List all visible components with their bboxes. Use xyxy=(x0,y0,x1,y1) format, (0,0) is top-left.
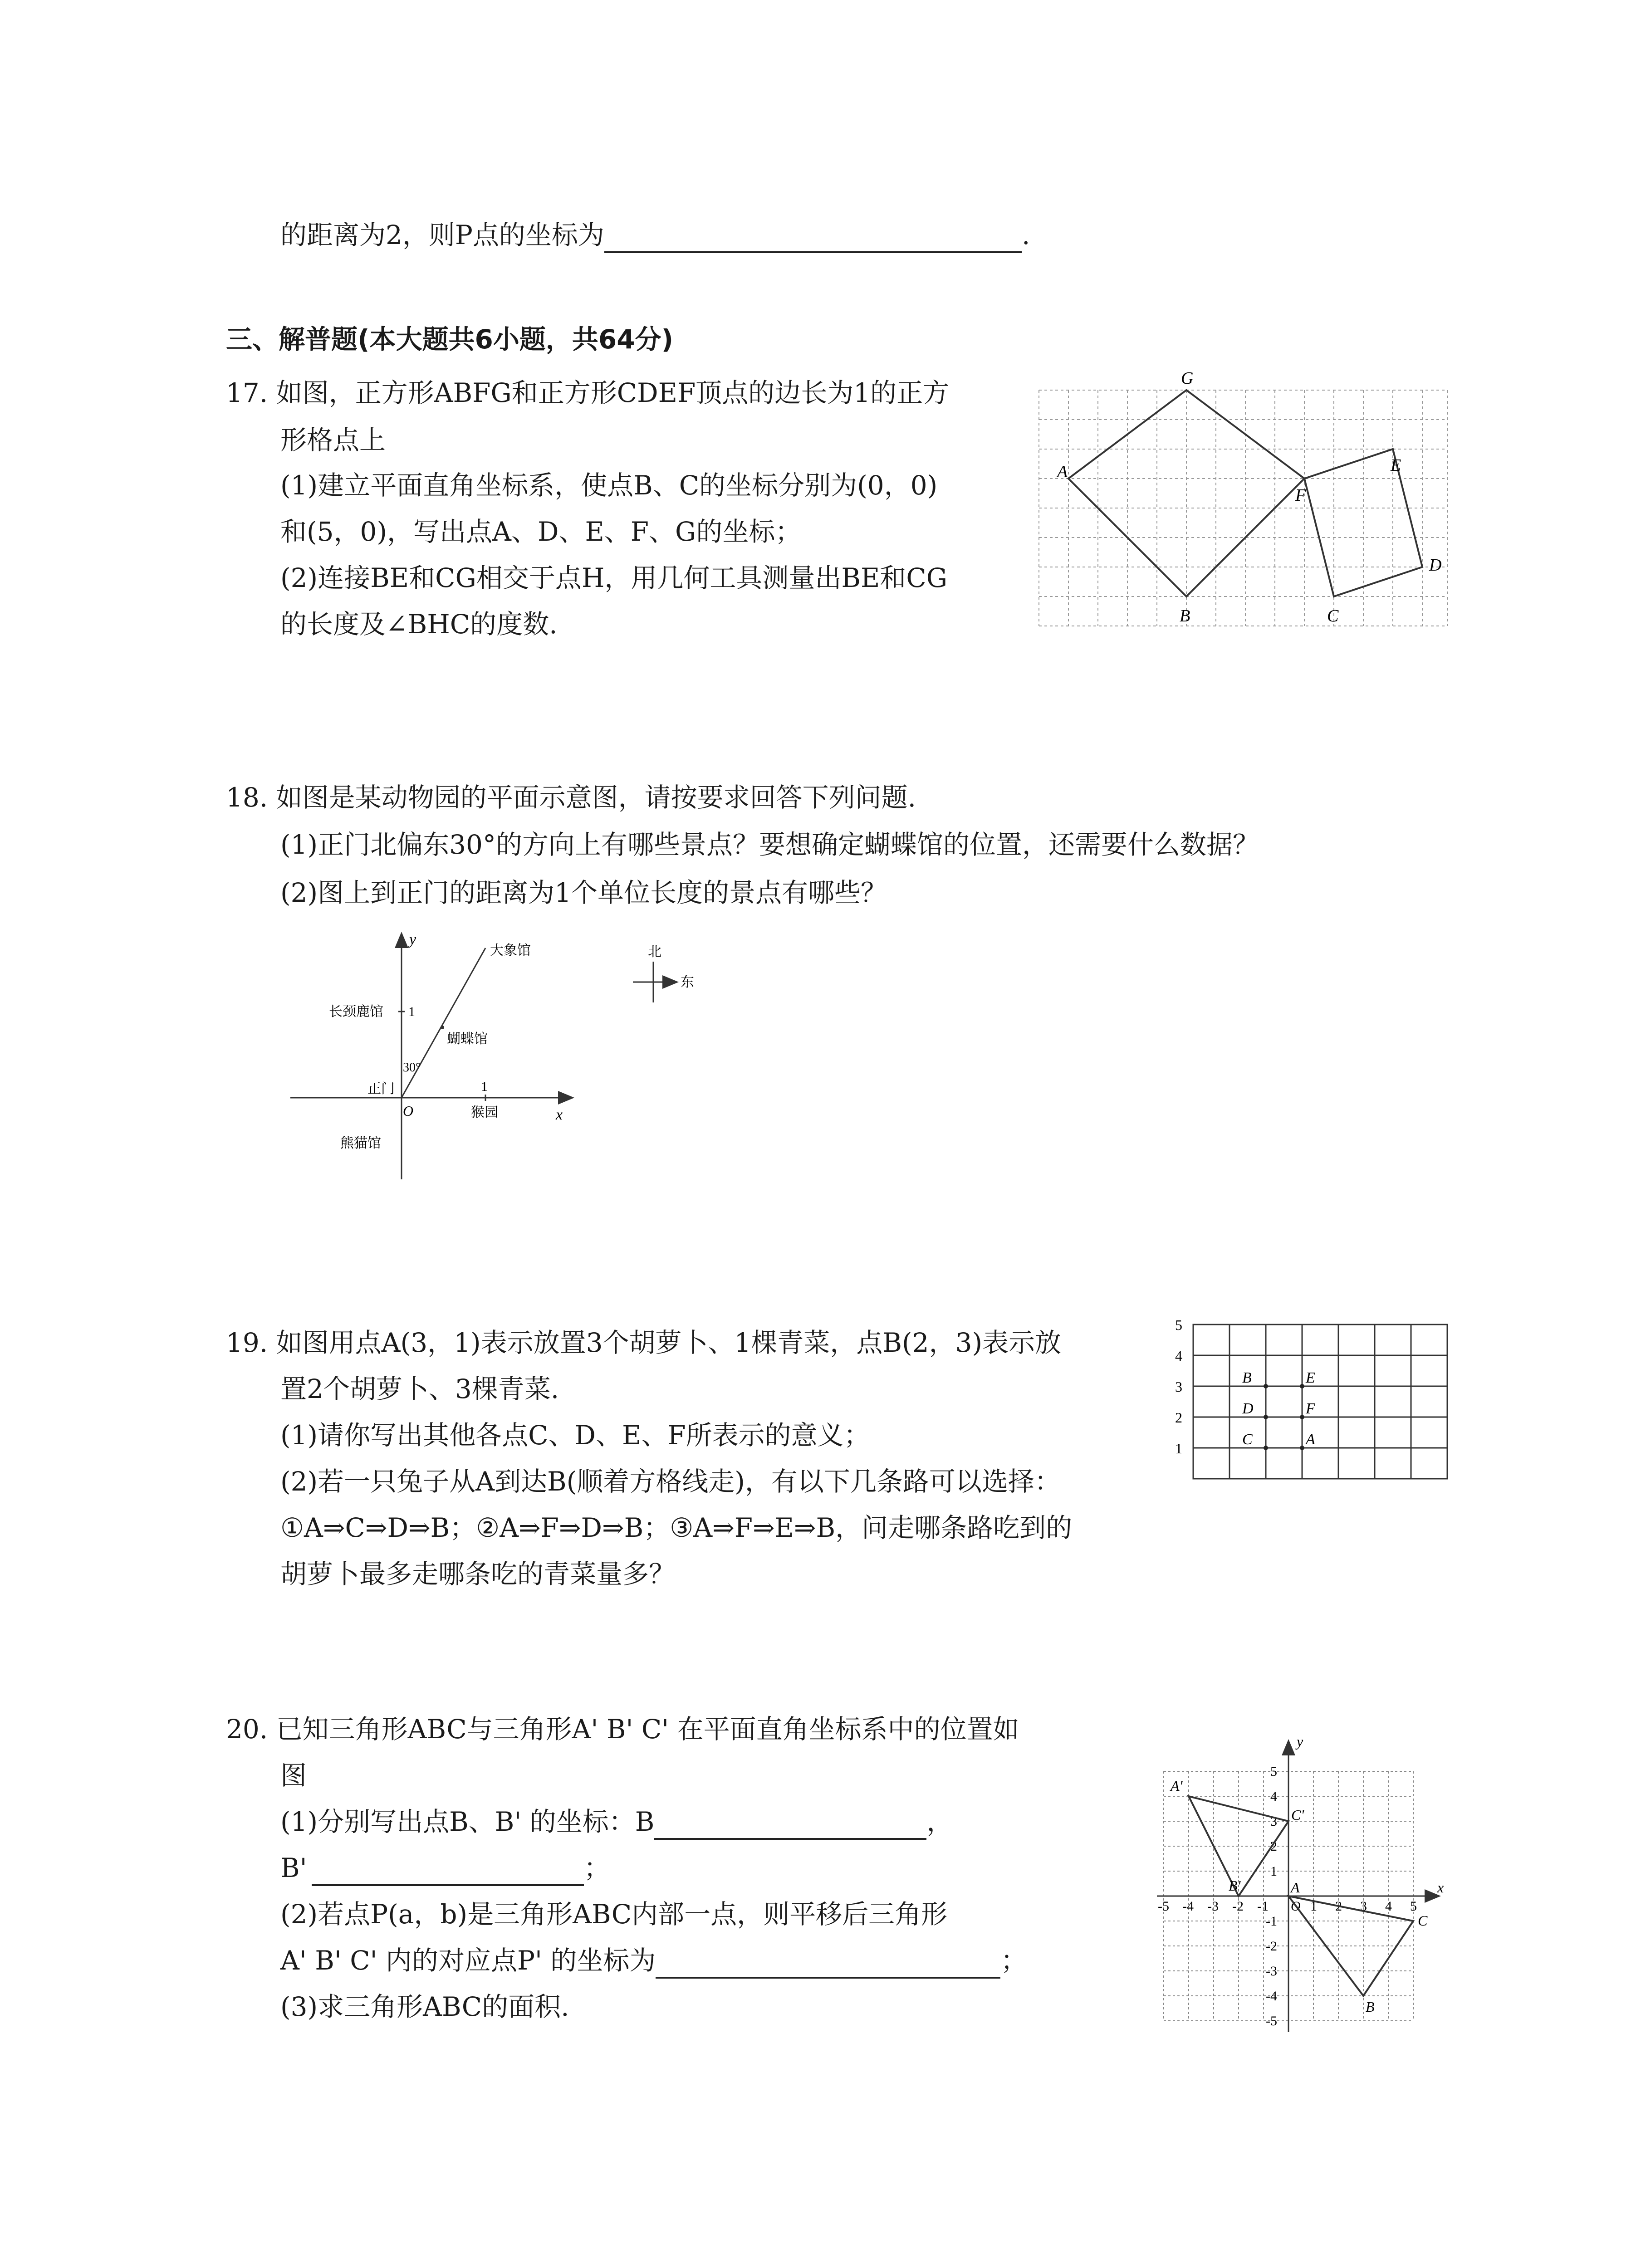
q17-line-1: 17. 如图，正方形ABFG和正方形CDEF顶点的边长为1的正方 xyxy=(226,377,950,408)
q20-p1-semi: ； xyxy=(583,1853,610,1883)
tick-5: 5 xyxy=(1175,1317,1182,1333)
label-b: B xyxy=(1180,606,1190,626)
q20-part-2b xyxy=(280,1942,1027,1979)
q20-b-prime: B' xyxy=(280,1853,307,1883)
origin-label: O xyxy=(403,1103,414,1119)
q20-p2-semi: ； xyxy=(1000,1945,1027,1976)
q17-line-4: 和(5，0)，写出点A、D、E、F、G的坐标； xyxy=(280,516,802,547)
origin-label: O xyxy=(1291,1899,1301,1914)
blank-p-prime[interactable] xyxy=(656,1950,1000,1979)
ytick-neg2: -2 xyxy=(1266,1939,1277,1954)
q18-line-1: 18. 如图是某动物园的平面示意图，请按要求回答下列问题. xyxy=(226,782,916,813)
q19-line-5: ①A⇒C⇒D⇒B；②A⇒F⇒D⇒B；③A⇒F⇒E⇒B，问走哪条路吃到的 xyxy=(280,1512,1073,1543)
xtick-neg3: -3 xyxy=(1207,1899,1219,1914)
ytick-neg1: -1 xyxy=(1266,1914,1277,1929)
ytick-1: 1 xyxy=(1270,1864,1277,1879)
label-c: C xyxy=(1418,1912,1428,1929)
point-e: E xyxy=(1306,1369,1315,1386)
tick-1: 1 xyxy=(1175,1440,1182,1457)
y-one-label: 1 xyxy=(408,1004,415,1019)
ytick-neg3: -3 xyxy=(1266,1964,1277,1979)
xtick-neg1: -1 xyxy=(1257,1899,1269,1914)
q20-p2-text2: A' B' C' 内的对应点P' 的坐标为 xyxy=(280,1945,656,1976)
xtick-3: 3 xyxy=(1360,1899,1367,1914)
label-a-prime: A' xyxy=(1171,1778,1183,1794)
q20-p1-text: (1)分别写出点B、B' 的坐标：B xyxy=(280,1806,655,1837)
q19-line-3: (1)请你写出其他各点C、D、E、F所表示的意义； xyxy=(280,1420,870,1451)
label-c-prime: C' xyxy=(1291,1807,1304,1823)
point-b: B xyxy=(1242,1369,1252,1386)
q17-line-2: 形格点上 xyxy=(280,425,386,455)
q17-grid-figure xyxy=(1030,349,1456,649)
q17-grid xyxy=(1039,390,1447,626)
label-e: E xyxy=(1391,456,1401,475)
giraffe-label: 长颈鹿馆 xyxy=(329,1004,383,1019)
tick-3: 3 xyxy=(1175,1378,1182,1395)
section-title: 三、解普题(本大题共6小题，共64分) xyxy=(226,324,674,355)
label-a: A xyxy=(1291,1879,1300,1896)
east-label: 东 xyxy=(681,975,694,990)
continued-line xyxy=(280,217,1030,253)
gate-label: 正门 xyxy=(367,1081,395,1096)
monkey-label: 猴园 xyxy=(471,1105,498,1120)
ytick-4: 4 xyxy=(1270,1789,1277,1804)
q20-line-2: 图 xyxy=(280,1760,307,1791)
y-axis-label: y xyxy=(1297,1733,1303,1750)
q20-part-1b xyxy=(280,1850,610,1886)
label-f: F xyxy=(1295,486,1306,505)
elephant-label: 大象馆 xyxy=(490,943,531,958)
xtick-neg5: -5 xyxy=(1158,1899,1169,1914)
q19-line-4: (2)若一只兔子从A到达B(顺着方格线走)，有以下几条路可以选择： xyxy=(280,1466,1061,1497)
q17-line-3: (1)建立平面直角坐标系，使点B、C的坐标分别为(0，0) xyxy=(280,470,938,501)
q20-coordinate-figure xyxy=(1152,1724,1461,2041)
point-d: D xyxy=(1242,1400,1254,1417)
y-axis-label: y xyxy=(409,931,416,948)
north-label: 北 xyxy=(648,944,661,959)
blank-b-prime[interactable] xyxy=(312,1857,584,1886)
q17-line-6: 的长度及∠BHC的度数. xyxy=(280,609,558,640)
continued-text: 的距离为2，则P点的坐标为 xyxy=(280,220,604,250)
x-axis-label: x xyxy=(1437,1879,1444,1896)
xtick-5: 5 xyxy=(1410,1899,1417,1914)
ytick-neg5: -5 xyxy=(1266,2014,1277,2028)
ytick-5: 5 xyxy=(1270,1764,1277,1779)
q19-line-1: 19. 如图用点A(3，1)表示放置3个胡萝卜、1棵青菜，点B(2，3)表示放 xyxy=(226,1327,1062,1358)
xtick-neg2: -2 xyxy=(1232,1899,1244,1914)
point-c: C xyxy=(1242,1431,1253,1448)
q18-line-3: (2)图上到正门的距离为1个单位长度的景点有哪些？ xyxy=(280,877,887,908)
label-d: D xyxy=(1429,556,1442,575)
xtick-1: 1 xyxy=(1310,1899,1317,1914)
xtick-neg4: -4 xyxy=(1182,1899,1194,1914)
x-one-label: 1 xyxy=(481,1079,488,1094)
tick-2: 2 xyxy=(1175,1409,1182,1426)
label-b-prime: B' xyxy=(1229,1877,1241,1894)
zoo-map-figure xyxy=(281,925,780,1188)
q20-part-1 xyxy=(280,1804,953,1840)
label-b: B xyxy=(1366,1999,1375,2015)
period: . xyxy=(1021,220,1030,250)
label-g: G xyxy=(1181,369,1194,388)
ytick-neg4: -4 xyxy=(1266,1989,1277,2004)
label-c: C xyxy=(1327,606,1339,626)
q19-line-6: 胡萝卜最多走哪条吃的青菜量多？ xyxy=(280,1559,676,1589)
ytick-3: 3 xyxy=(1270,1814,1277,1829)
panda-label: 熊猫馆 xyxy=(340,1136,381,1151)
q20-line-1: 20. 已知三角形ABC与三角形A' B' C' 在平面直角坐标系中的位置如 xyxy=(226,1714,1019,1745)
xtick-4: 4 xyxy=(1385,1899,1392,1914)
q18-line-2: (1)正门北偏东30°的方向上有哪些景点？要想确定蝴蝶馆的位置，还需要什么数据？ xyxy=(280,829,1259,860)
label-a: A xyxy=(1057,462,1068,481)
x-axis-label: x xyxy=(556,1106,563,1123)
q20-part-2: (2)若点P(a，b)是三角形ABC内部一点，则平移后三角形 xyxy=(280,1899,948,1930)
xtick-2: 2 xyxy=(1335,1899,1342,1914)
angle-label: 30° xyxy=(403,1061,421,1075)
q19-grid-figure xyxy=(1166,1306,1465,1497)
ytick-2: 2 xyxy=(1270,1839,1277,1854)
q20-part-3: (3)求三角形ABC的面积. xyxy=(280,1991,569,2022)
tick-4: 4 xyxy=(1175,1348,1182,1364)
q20-p1-comma: ， xyxy=(926,1806,953,1837)
blank-b[interactable] xyxy=(654,1811,926,1840)
q17-line-5: (2)连接BE和CG相交于点H，用几何工具测量出BE和CG xyxy=(280,562,948,593)
butterfly-label: 蝴蝶馆 xyxy=(447,1031,488,1046)
q19-line-2: 置2个胡萝卜、3棵青菜. xyxy=(280,1374,559,1404)
answer-blank[interactable] xyxy=(604,224,1022,253)
point-f: F xyxy=(1306,1400,1315,1417)
point-a: A xyxy=(1306,1431,1315,1448)
